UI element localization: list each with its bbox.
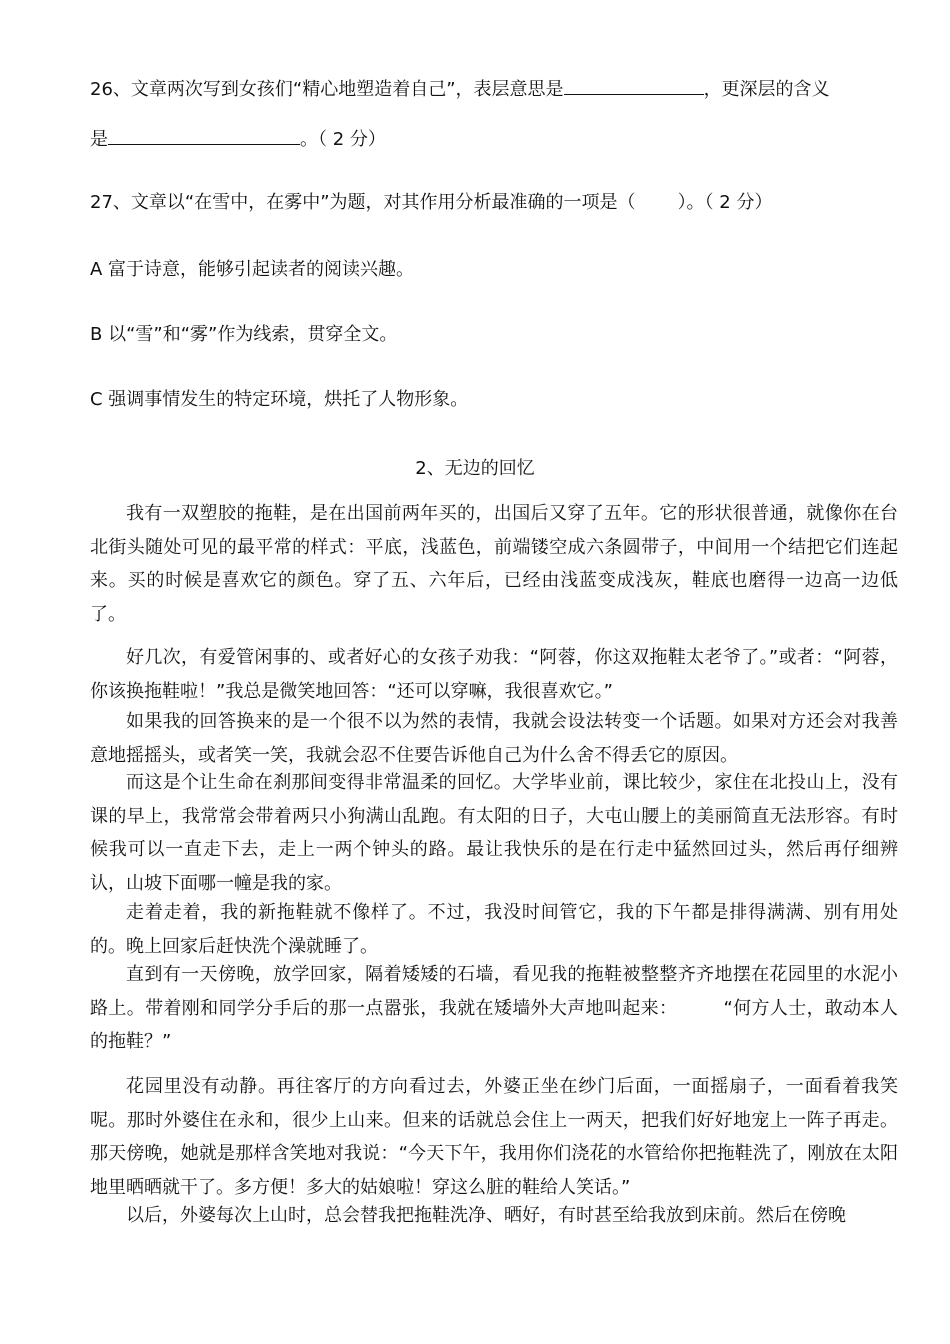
question-27 <box>90 191 772 215</box>
question-26-line-2 <box>90 126 386 152</box>
article-title: 2、无边的回忆 <box>415 458 535 479</box>
question-27-prefix: 27、文章以“在雪中，在雾中”为题，对其作用分析最准确的一项是（ <box>90 192 636 213</box>
paragraph-4: 而这是个让生命在刹那间变得非常温柔的回忆。大学毕业前，课比较少，家住在北投山上，没有课的早上，我常常会带着两只小狗满山乱跑。有太阳的日子，大屯山腰上的美丽简直无法形容。有时候我可以一直走下去，走上一两个钟头的路。最让我快乐的是在行走中猛然回过头，然后再仔细辨认，山坡下面哪一幢是我的家。 <box>90 772 898 894</box>
paragraph-3: 如果我的回答换来的是一个很不以为然的表情，我就会设法转变一个话题。如果对方还会对我善意地摇摇头，或者笑一笑，我就会忍不住要告诉他自己为什么舍不得丢它的原因。 <box>90 711 898 766</box>
question-26-line-1 <box>90 76 830 102</box>
question-27-suffix: ）。（ 2 分） <box>677 192 773 213</box>
paragraph-1: 我有一双塑胶的拖鞋，是在出国前两年买的，出国后又穿了五年。它的形状很普通，就像你在台北街头随处可见的最平常的样式：平底，浅蓝色，前端镂空成六条圆带子，中间用一个结把它们连起来。买的时候是喜欢它的颜色。穿了五、六年后，已经由浅蓝变成浅灰，鞋底也磨得一边高一边低了。 <box>90 503 898 625</box>
paragraph-2: 好几次，有爱管闲事的、或者好心的女孩子劝我：“阿蓉，你这双拖鞋太老爷了。”或者：“阿蓉，你该换拖鞋啦！”我总是微笑地回答：“还可以穿嘛，我很喜欢它。” <box>90 647 898 702</box>
question-26-suffix: 。（ 2 分） <box>300 129 386 150</box>
answer-blank-surface-meaning[interactable] <box>564 76 704 95</box>
option-c: C 强调事情发生的特定环境，烘托了人物形象。 <box>90 389 469 410</box>
paragraph-7: 花园里没有动静。再往客厅的方向看过去，外婆正坐在纱门后面，一面摇扇子，一面看着我笑呢。那时外婆住在永和，很少上山来。但来的话就总会住上一两天，把我们好好地宠上一阵子再走。那天傍晚，她就是那样含笑地对我说：“今天下午，我用你们浇花的水管给你把拖鞋洗了，刚放在太阳地里晒晒就干了。多方便！多大的姑娘啦！穿这么脏的鞋给人笑话。” <box>90 1076 898 1198</box>
answer-blank-deeper-meaning[interactable] <box>108 126 300 145</box>
paragraph-6: 直到有一天傍晚，放学回家，隔着矮矮的石墙，看见我的拖鞋被整整齐齐地摆在花园里的水泥小路上。带着刚和同学分手后的那一点嚣张，我就在矮墙外大声地叫起来： “何方人士，敢动本人的拖鞋？” <box>90 964 898 1053</box>
option-a: A 富于诗意，能够引起读者的阅读兴趣。 <box>90 259 415 280</box>
paragraph-5: 走着走着，我的新拖鞋就不像样了。不过，我没时间管它，我的下午都是排得满满、别有用处的。晚上回家后赶快洗个澡就睡了。 <box>90 902 898 957</box>
option-b: B 以“雪”和“雾”作为线索，贯穿全文。 <box>90 324 398 345</box>
question-26-line2-prefix: 是 <box>90 129 108 150</box>
paragraph-8: 以后，外婆每次上山时，总会替我把拖鞋洗净、晒好，有时甚至给我放到床前。然后在傍晚 <box>126 1205 846 1226</box>
question-26-middle: ，更深层的含义 <box>703 79 830 100</box>
question-26-prefix: 26、文章两次写到女孩们“精心地塑造着自己”，表层意思是 <box>90 79 564 100</box>
